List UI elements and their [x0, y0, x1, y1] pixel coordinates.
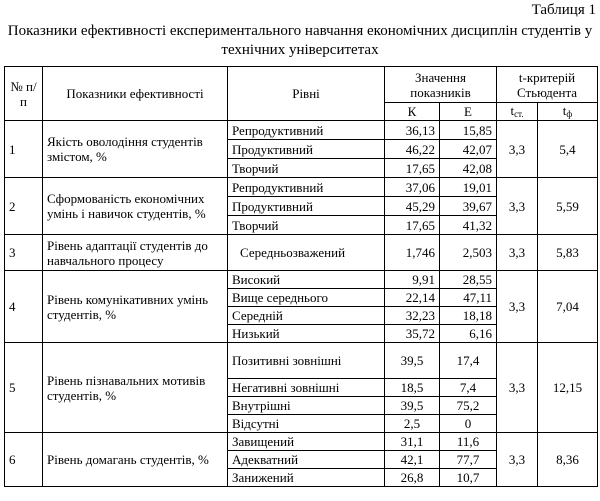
- value-k: 35,72: [385, 325, 440, 343]
- level-name: Внутрішні: [228, 397, 385, 415]
- value-e: 19,01: [440, 178, 497, 197]
- level-name: Занижений: [228, 469, 385, 487]
- level-name: Позитивні зовнішні: [228, 343, 385, 379]
- value-k: 17,65: [385, 159, 440, 178]
- value-e: 10,7: [440, 469, 497, 487]
- level-name: Продуктивний: [228, 140, 385, 159]
- row-num: 2: [5, 178, 43, 235]
- t-st: 3,3: [497, 121, 538, 178]
- value-e: 42,07: [440, 140, 497, 159]
- value-e: 77,7: [440, 451, 497, 469]
- table-number: Таблиця 1: [531, 2, 596, 18]
- value-e: 7,4: [440, 379, 497, 397]
- value-k: 2,5: [385, 415, 440, 433]
- row-indicator: Якість оволодіння студентів змістом, %: [43, 121, 228, 178]
- value-k: 39,5: [385, 343, 440, 379]
- level-name: Творчий: [228, 216, 385, 235]
- t-f: 5,83: [538, 235, 598, 271]
- row-num: 1: [5, 121, 43, 178]
- table-row: [5, 121, 598, 140]
- efficiency-table: [4, 66, 598, 487]
- level-name: Адекватний: [228, 451, 385, 469]
- table-title: Показники ефективності експериментального навчання економічних дисциплін студентів у технічних університетах: [7, 23, 593, 58]
- t-f: 5,4: [538, 121, 598, 178]
- value-e: 41,32: [440, 216, 497, 235]
- value-k: 26,8: [385, 469, 440, 487]
- row-indicator: Рівень адаптації студентів до навчального процесу: [43, 235, 228, 271]
- value-e: 47,11: [440, 289, 497, 307]
- value-e: 75,2: [440, 397, 497, 415]
- level-name: Вище середнього: [228, 289, 385, 307]
- t-f: 8,36: [538, 433, 598, 487]
- value-k: 42,1: [385, 451, 440, 469]
- level-name: Відсутні: [228, 415, 385, 433]
- value-k: 36,13: [385, 121, 440, 140]
- level-name: Середньозважений: [228, 235, 385, 271]
- value-e: 6,16: [440, 325, 497, 343]
- table-row: [5, 343, 598, 379]
- t-st: 3,3: [497, 235, 538, 271]
- value-k: 32,23: [385, 307, 440, 325]
- value-k: 31,1: [385, 433, 440, 451]
- value-k: 17,65: [385, 216, 440, 235]
- row-num: 3: [5, 235, 43, 271]
- t-st: 3,3: [497, 178, 538, 235]
- level-name: Творчий: [228, 159, 385, 178]
- value-k: 22,14: [385, 289, 440, 307]
- t-st: 3,3: [497, 433, 538, 487]
- level-name: Негативні зовнішні: [228, 379, 385, 397]
- row-num: 6: [5, 433, 43, 487]
- value-e: 11,6: [440, 433, 497, 451]
- header-t-criterion: t-критерій Стьюдента: [497, 67, 598, 103]
- value-e: 15,85: [440, 121, 497, 140]
- value-k: 39,5: [385, 397, 440, 415]
- value-k: 37,06: [385, 178, 440, 197]
- table-row: [5, 178, 598, 197]
- header-k: К: [385, 103, 440, 121]
- row-num: 4: [5, 271, 43, 343]
- level-name: Середній: [228, 307, 385, 325]
- row-num: 5: [5, 343, 43, 433]
- header-indicator: Показники ефективності: [43, 67, 228, 121]
- row-indicator: Рівень пізнавальних мотивів студентів, %: [43, 343, 228, 433]
- value-e: 42,08: [440, 159, 497, 178]
- header-num: № п/п: [5, 67, 43, 121]
- t-f: 12,15: [538, 343, 598, 433]
- header-e: Е: [440, 103, 497, 121]
- row-indicator: Рівень домагань студентів, %: [43, 433, 228, 487]
- t-f: 5,59: [538, 178, 598, 235]
- table-row: [5, 433, 598, 451]
- level-name: Продуктивний: [228, 197, 385, 216]
- t-st: 3,3: [497, 271, 538, 343]
- t-f: 7,04: [538, 271, 598, 343]
- value-k: 46,22: [385, 140, 440, 159]
- value-e: 39,67: [440, 197, 497, 216]
- value-e: 0: [440, 415, 497, 433]
- header-values: Значення показників: [385, 67, 497, 103]
- t-st: 3,3: [497, 343, 538, 433]
- value-e: 28,55: [440, 271, 497, 289]
- row-indicator: Рівень комунікативних умінь студентів, %: [43, 271, 228, 343]
- row-indicator: Сформованість економічних умінь і навичок студентів, %: [43, 178, 228, 235]
- header-t-f: tф: [538, 103, 598, 121]
- table-row: [5, 235, 598, 271]
- table-row: [5, 271, 598, 289]
- header-levels: Рівні: [228, 67, 385, 121]
- value-e: 18,18: [440, 307, 497, 325]
- level-name: Репродуктивний: [228, 178, 385, 197]
- level-name: Завищений: [228, 433, 385, 451]
- level-name: Репродуктивний: [228, 121, 385, 140]
- level-name: Низький: [228, 325, 385, 343]
- value-e: 2,503: [440, 235, 497, 271]
- level-name: Високий: [228, 271, 385, 289]
- value-k: 1,746: [385, 235, 440, 271]
- value-k: 18,5: [385, 379, 440, 397]
- value-k: 45,29: [385, 197, 440, 216]
- value-e: 17,4: [440, 343, 497, 379]
- header-t-st: tст.: [497, 103, 538, 121]
- value-k: 9,91: [385, 271, 440, 289]
